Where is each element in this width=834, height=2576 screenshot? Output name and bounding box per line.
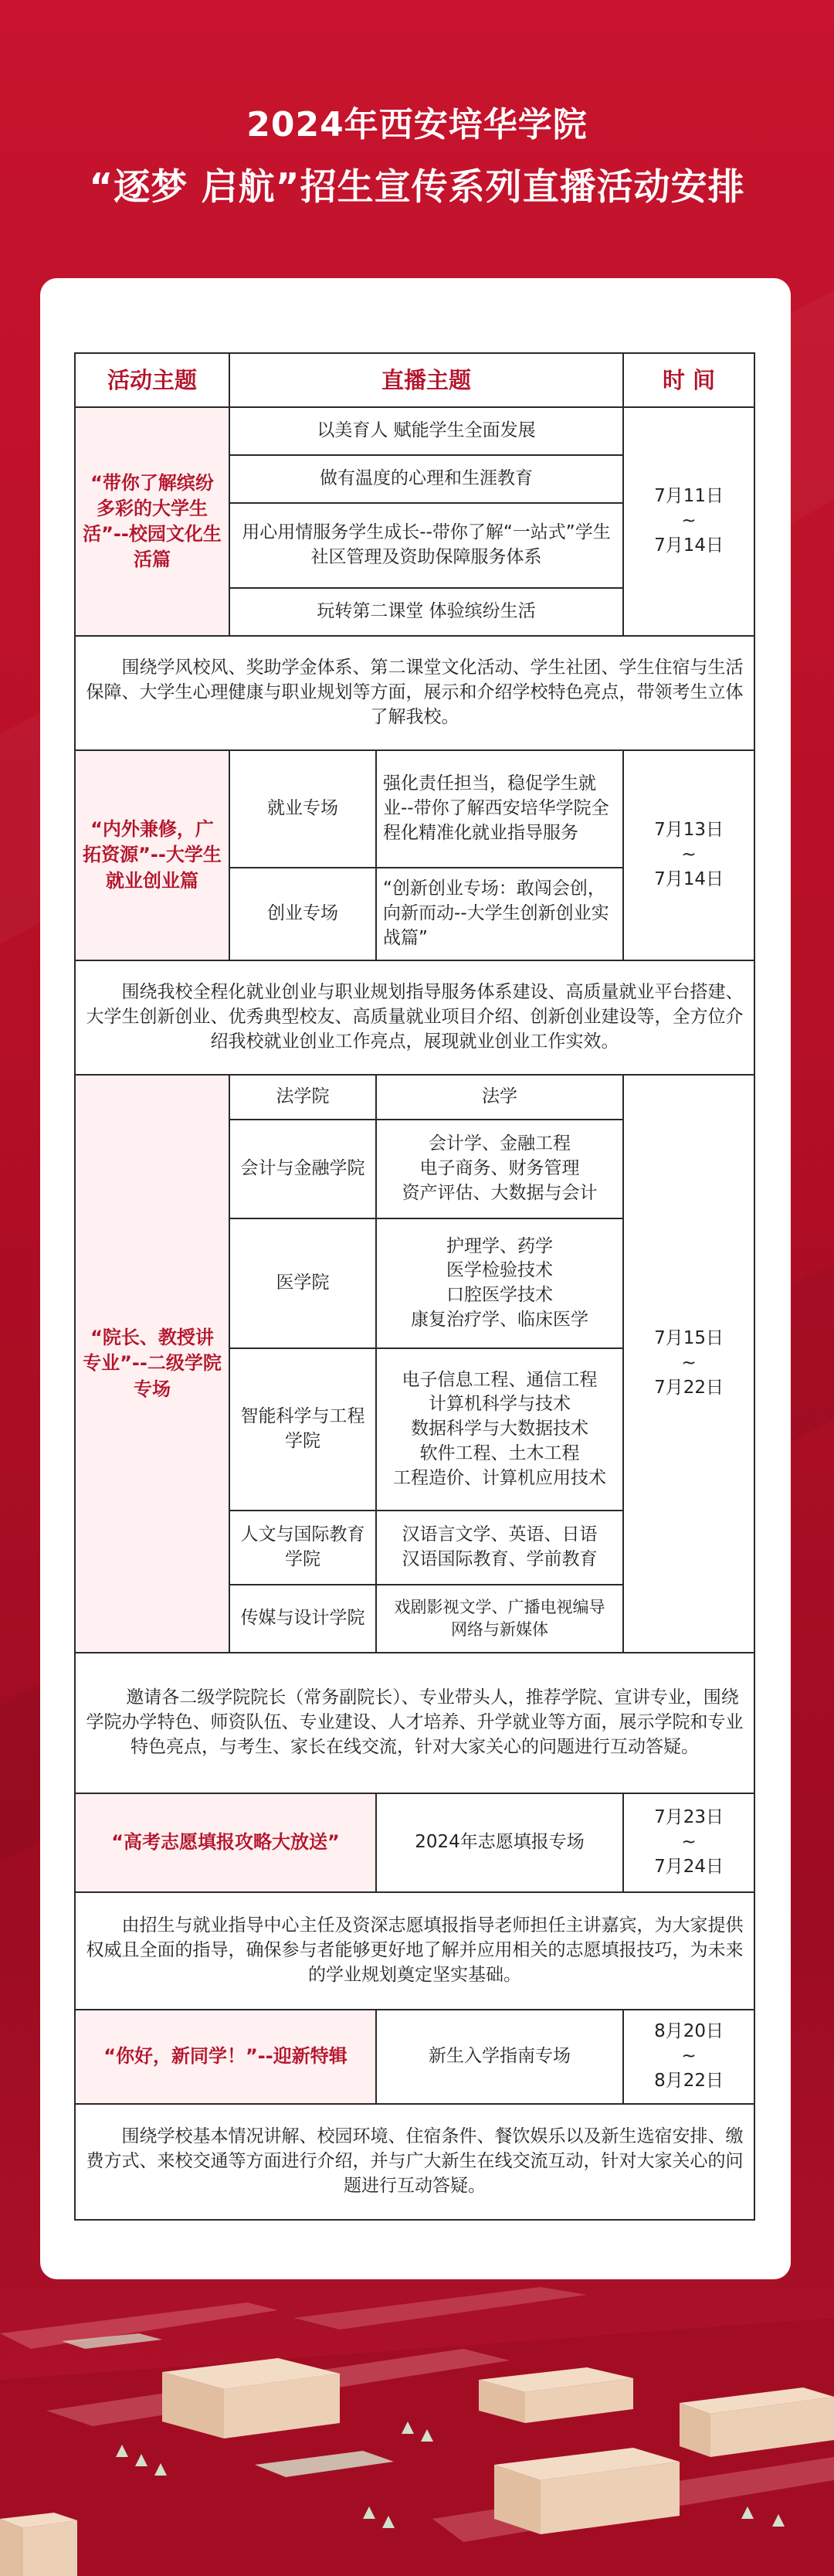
table-row — [75, 750, 754, 868]
college-name: 法学院 — [229, 1075, 376, 1120]
college-majors — [376, 1585, 623, 1653]
college-majors — [376, 1120, 623, 1218]
header-activity-theme: 活动主题 — [75, 353, 229, 407]
major: 软件工程、土木工程 — [419, 1443, 580, 1463]
section2-theme: “内外兼修，广拓资源”--大学生就业创业篇 — [75, 750, 229, 960]
major: 汉语言文学、英语、日语 — [402, 1524, 598, 1545]
major: 戏剧影视文学、广播电视编导 — [394, 1598, 605, 1617]
section2-description: 围绕我校全程化就业创业与职业规划指导服务体系建设、高质量就业平台搭建、大学生创新创业、优秀典型校友、高质量就业项目介绍、创新创业建设等，全方位介绍我校就业创业工作亮点，展现就业创业工作实效。 — [75, 960, 754, 1075]
section1-topic: 玩转第二课堂 体验缤纷生活 — [229, 588, 623, 636]
college-majors — [376, 1348, 623, 1511]
date-end: 7月14日 — [654, 868, 724, 889]
major: 电子信息工程、通信工程 — [402, 1369, 598, 1390]
date-separator: ~ — [681, 1832, 697, 1853]
section3-theme: “院长、教授讲专业”--二级学院专场 — [75, 1075, 229, 1653]
table-row — [75, 960, 754, 1075]
table-row — [75, 1075, 754, 1120]
date-separator: ~ — [681, 845, 697, 865]
major: 资产评估、大数据与会计 — [402, 1182, 598, 1203]
college-name: 会计与金融学院 — [229, 1120, 376, 1218]
header-live-topic: 直播主题 — [229, 353, 623, 407]
section2-sub-theme: 就业专场 — [229, 750, 376, 868]
date-separator: ~ — [681, 511, 697, 532]
date-start: 8月20日 — [654, 2021, 724, 2042]
major: 数据科学与大数据技术 — [411, 1419, 588, 1439]
table-row — [75, 1653, 754, 1793]
section2-topic: “创新创业专场：敢闯会创，向新而动--大学生创新创业实战篇” — [376, 868, 623, 960]
college-majors — [376, 1218, 623, 1348]
college-name: 医学院 — [229, 1218, 376, 1348]
header-time: 时 间 — [623, 353, 754, 407]
date-start: 7月15日 — [654, 1328, 724, 1349]
section5-date — [623, 2010, 754, 2104]
section5-theme: “你好，新同学！”--迎新特辑 — [75, 2010, 376, 2104]
major: 医学检验技术 — [446, 1260, 553, 1281]
date-end: 8月22日 — [654, 2070, 724, 2091]
college-name: 智能科学与工程学院 — [229, 1348, 376, 1511]
section3-date — [623, 1075, 754, 1653]
campus-illustration — [0, 2287, 834, 2576]
table-row — [75, 407, 754, 455]
table-row — [75, 1793, 754, 1892]
college-majors — [376, 1075, 623, 1120]
section2-date — [623, 750, 754, 960]
section4-topic: 2024年志愿填报专场 — [376, 1793, 623, 1892]
section1-description: 围绕学风校风、奖助学金体系、第二课堂文化活动、学生社团、学生住宿与生活保障、大学生心理健康与职业规划等方面，展示和介绍学校特色亮点，带领考生立体了解我校。 — [75, 636, 754, 750]
date-start: 7月23日 — [654, 1807, 724, 1828]
section4-description: 由招生与就业指导中心主任及资深志愿填报指导老师担任主讲嘉宾，为大家提供权威且全面的指导，确保参与者能够更好地了解并应用相关的志愿填报技巧，为未来的学业规划奠定坚实基础。 — [75, 1892, 754, 2010]
major: 护理学、药学 — [446, 1235, 553, 1256]
date-end: 7月24日 — [654, 1856, 724, 1877]
page-subtitle: “逐梦 启航”招生宣传系列直播活动安排 — [89, 166, 745, 209]
college-majors — [376, 1511, 623, 1585]
section1-date — [623, 407, 754, 636]
section1-topic: 用心用情服务学生成长--带你了解“一站式”学生社区管理及资助保障服务体系 — [229, 503, 623, 588]
section3-description: 邀请各二级学院院长（常务副院长）、专业带头人，推荐学院、宣讲专业，围绕学院办学特色、师资队伍、专业建设、人才培养、升学就业等方面，展示学院和专业特色亮点，与考生、家长在线交流，针对大家关心的问题进行互动答疑。 — [75, 1653, 754, 1793]
section1-topic: 以美育人 赋能学生全面发展 — [229, 407, 623, 455]
road-shape — [293, 2287, 587, 2330]
page-title: 2024年西安培华学院 — [246, 105, 588, 144]
section4-date — [623, 1793, 754, 1892]
building-group — [162, 2358, 340, 2438]
college-name: 传媒与设计学院 — [229, 1585, 376, 1653]
date-end: 7月14日 — [654, 535, 724, 556]
section5-description: 围绕学校基本情况讲解、校园环境、住宿条件、餐饮娱乐以及新生选宿安排、缴费方式、来校交通等方面进行介绍，并与广大新生在线交流互动，针对大家关心的问题进行互动答疑。 — [75, 2104, 754, 2220]
section1-topic: 做有温度的心理和生涯教育 — [229, 455, 623, 503]
major: 计算机科学与技术 — [429, 1394, 571, 1415]
schedule-card — [40, 278, 791, 2279]
date-start: 7月11日 — [654, 486, 724, 507]
date-separator: ~ — [681, 2046, 697, 2067]
section1-theme: “带你了解缤纷多彩的大学生活”--校园文化生活篇 — [75, 407, 229, 636]
section5-topic: 新生入学指南专场 — [376, 2010, 623, 2104]
date-end: 7月22日 — [654, 1377, 724, 1398]
major: 汉语国际教育、学前教育 — [402, 1549, 598, 1569]
major: 法学 — [482, 1086, 517, 1107]
section2-topic: 强化责任担当，稳促学生就业--带你了解西安培华学院全程化精准化就业指导服务 — [376, 750, 623, 868]
major: 工程造价、计算机应用技术 — [393, 1467, 606, 1488]
building-group — [0, 2513, 77, 2576]
section4-theme: “高考志愿填报攻略大放送” — [75, 1793, 376, 1892]
table-row — [75, 2104, 754, 2220]
major: 网络与新媒体 — [451, 1620, 548, 1639]
table-header-row — [75, 353, 754, 407]
major: 电子商务、财务管理 — [419, 1158, 580, 1179]
date-separator: ~ — [681, 1353, 697, 1374]
table-row — [75, 636, 754, 750]
major: 康复治疗学、临床医学 — [411, 1309, 588, 1330]
major: 口腔医学技术 — [446, 1285, 553, 1305]
table-row — [75, 1892, 754, 2010]
date-start: 7月13日 — [654, 820, 724, 841]
college-name: 人文与国际教育学院 — [229, 1511, 376, 1585]
table-row — [75, 2010, 754, 2104]
section2-sub-theme: 创业专场 — [229, 868, 376, 960]
schedule-table — [74, 352, 755, 2221]
major: 会计学、金融工程 — [429, 1133, 571, 1154]
